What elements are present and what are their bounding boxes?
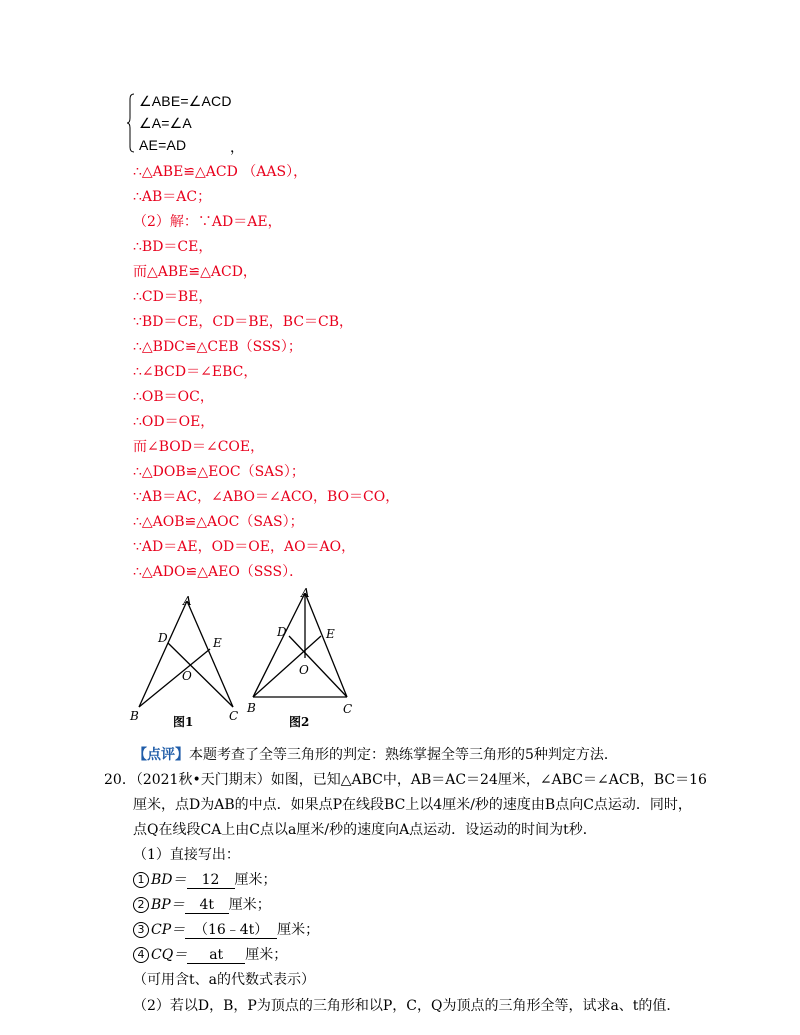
answer-blank: 12	[187, 872, 235, 889]
fig1-label-b: B	[130, 709, 139, 723]
item-lhs: CP＝	[151, 922, 186, 938]
fig1-label-a: A	[183, 594, 192, 608]
answer-item-3	[133, 921, 319, 939]
proof-line: 而∠BOD＝∠COE，	[133, 439, 265, 455]
item-lhs: CQ＝	[151, 947, 188, 963]
answer-item-4	[133, 946, 287, 964]
item-unit: 厘米；	[228, 897, 271, 913]
part-1-heading: （1）直接写出：	[133, 847, 240, 863]
proof-line: ∴BD＝CE，	[133, 239, 213, 255]
item-unit: 厘米；	[245, 947, 288, 963]
proof-line: ∴AB＝AC；	[133, 189, 212, 205]
fig2-label-a: A	[301, 586, 310, 600]
item-number-3: 3	[133, 922, 149, 938]
problem-20-line-3: 点Q在线段CA上由C点以a厘米/秒的速度向A点运动．设运动的时间为t秒．	[133, 822, 597, 838]
answer-blank: 4t	[185, 897, 229, 914]
left-brace-icon	[127, 93, 135, 153]
equation-system	[127, 93, 287, 155]
proof-line: ∴△AOB≌△AOC（SAS）；	[133, 514, 304, 530]
item-lhs: BP＝	[151, 897, 185, 913]
fig1-label-d: D	[158, 631, 168, 645]
item-number-1: 1	[133, 872, 149, 888]
item-number-2: 2	[133, 897, 149, 913]
item-unit: 厘米；	[234, 872, 277, 888]
figure-2	[246, 586, 352, 729]
fig1-label-c: C	[229, 709, 239, 723]
proof-line: ∴CD＝BE，	[133, 289, 213, 305]
fig2-label-c: C	[343, 702, 353, 716]
fig2-caption: 图2	[289, 715, 310, 729]
fig1-caption: 图1	[173, 715, 194, 729]
proof-line: 而△ABE≌△ACD，	[133, 264, 257, 280]
proof-line: ∴△DOB≌△EOC（SAS）；	[133, 464, 305, 480]
proof-line: ∴OD＝OE，	[133, 414, 215, 430]
proof-line: ∵AD＝AE，OD＝OE，AO＝AO，	[133, 539, 356, 555]
part-2-question: （2）若以D，B，P为顶点的三角形和以P，C，Q为顶点的三角形全等，试求a、t的值．	[133, 998, 681, 1014]
answer-item-2	[133, 896, 271, 914]
answer-item-1	[133, 871, 277, 889]
fig2-label-d: D	[277, 625, 287, 639]
proof-line: ∴OB＝OC，	[133, 389, 214, 405]
answer-blank: （16﹣4t）	[185, 922, 277, 939]
figure-1	[129, 594, 238, 729]
item-lhs: BD＝	[151, 872, 187, 888]
proof-line: ∵AB＝AC，∠ABO＝∠ACO，BO＝CO，	[133, 489, 400, 505]
item-unit: 厘米；	[277, 922, 320, 938]
proof-line: ∵BD＝CE，CD＝BE，BC＝CB，	[133, 314, 354, 330]
proof-line: （2）解：∵AD＝AE，	[133, 214, 282, 230]
comment-line	[133, 746, 618, 764]
fig2-label-o: O	[299, 663, 309, 677]
problem-20-line-1: 20．（2021秋•天门期末）如图，已知△ABC中，AB＝AC＝24厘米，∠ABC＝∠ACB，BC＝16	[104, 772, 707, 788]
fig1-label-e: E	[213, 636, 222, 650]
fig2-label-b: B	[247, 701, 256, 715]
answer-blank: at	[187, 947, 245, 964]
item-number-4: 4	[133, 947, 149, 963]
proof-line: ∴△ADO≌△AEO（SSS）．	[133, 564, 304, 580]
problem-20-line-2: 厘米，点D为AB的中点．如果点P在线段BC上以4厘米/秒的速度由B点向C点运动．同时，	[133, 797, 692, 813]
fig1-label-o: O	[182, 669, 192, 683]
system-line-3: AE=AD	[139, 137, 187, 153]
comment-text: 本题考查了全等三角形的判定：熟练掌握全等三角形的5种判定方法．	[189, 747, 618, 763]
proof-line: ∴∠BCD＝∠EBC，	[133, 364, 258, 380]
comment-tag: 【点评】	[133, 747, 189, 763]
system-line-2: ∠A=∠A	[139, 115, 192, 131]
geometry-figures	[125, 585, 385, 735]
proof-line: ∴△ABE≌△ACD （AAS），	[133, 164, 308, 180]
system-line-1: ∠ABE=∠ACD	[139, 93, 232, 109]
proof-line: ∴△BDC≌△CEB（SSS）；	[133, 339, 302, 355]
system-comma: ，	[230, 140, 244, 156]
fig2-label-e: E	[326, 627, 335, 641]
expression-note: （可用含t、a的代数式表示）	[133, 972, 315, 988]
